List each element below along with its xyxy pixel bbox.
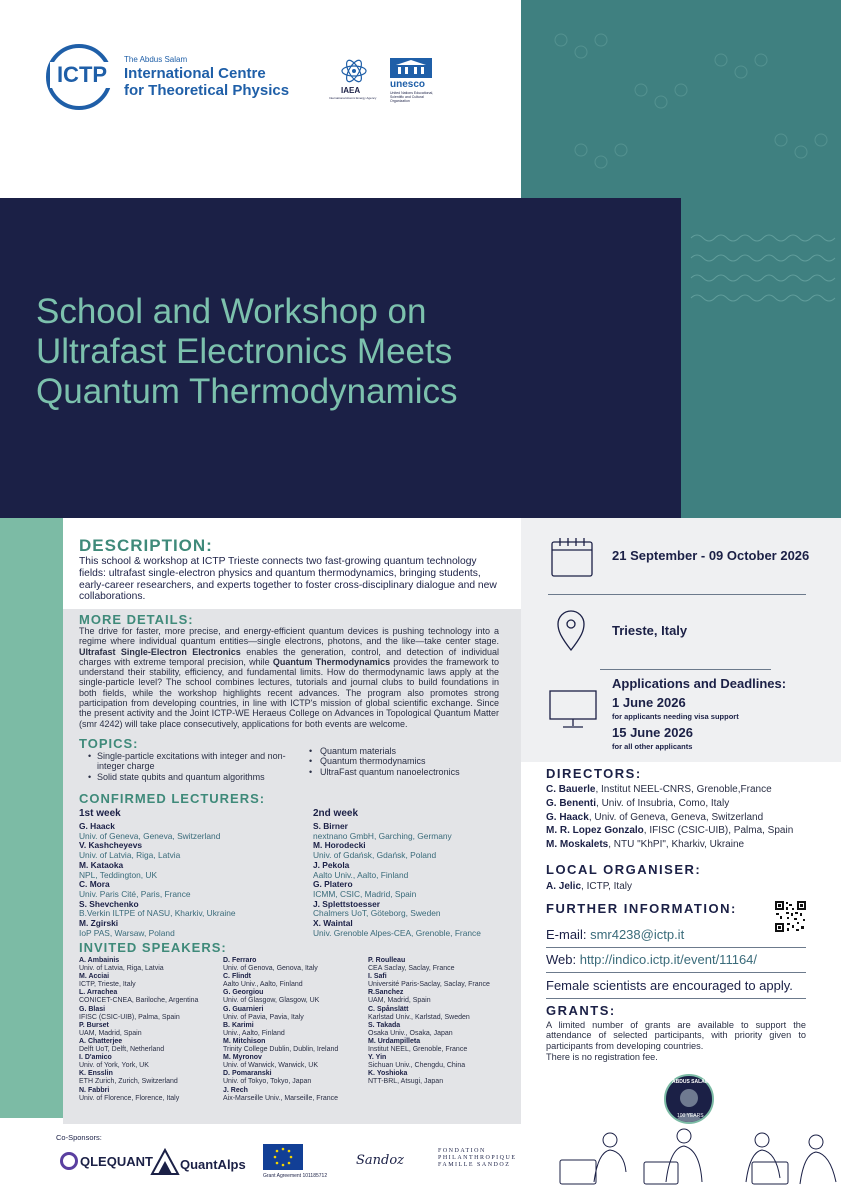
event-location: Trieste, Italy [612, 623, 688, 638]
person-name: P. Roulleau [368, 957, 406, 964]
person-name: M. Myronov [223, 1054, 262, 1062]
person-affiliation: Univ. of Glasgow, Glasgow, UK [223, 997, 320, 1005]
person-affiliation: Delft UoT, Delft, Netherland [79, 1046, 165, 1054]
person-name: L. Arrachea [79, 989, 118, 997]
logo-line-1: International Centre [124, 65, 266, 82]
director-affiliation: , IFISC (CSIC-UIB), Palma, Spain [643, 825, 794, 837]
calendar-icon [548, 537, 596, 579]
person-affiliation: Univ. of York, York, UK [79, 1062, 149, 1070]
registration-fee: There is no registration fee. [546, 1052, 658, 1062]
person-name: K. Ensslin [79, 1070, 113, 1078]
logo-small-text: The Abdus Salam [124, 55, 188, 64]
director-item [546, 811, 793, 825]
sandoz-line-2: PHILANTHROPIQUE [438, 1155, 517, 1161]
director-item [546, 824, 793, 838]
person-affiliation: Institut NEEL, Grenoble, France [368, 1046, 468, 1054]
person-affiliation: Univ. of Tokyo, Tokyo, Japan [223, 1078, 312, 1086]
left-accent-bar [0, 518, 63, 1118]
person-name: J. Rech [223, 1086, 248, 1094]
chain-pattern [681, 198, 841, 518]
directors-heading: DIRECTORS: [546, 766, 642, 781]
director-affiliation: , Institut NEEL-CNRS, Grenoble,France [595, 784, 772, 795]
banner-teal-panel [681, 198, 841, 518]
badge-bottom-text: 100 YEARS [677, 1113, 704, 1119]
person-affiliation: Univ. of Geneva, Geneva, Switzerland [79, 830, 221, 841]
person-name: M. Kataoka [79, 859, 124, 870]
director-item [546, 838, 793, 852]
person-name: C. Spånslätt [368, 1005, 409, 1013]
person-name: D. Pomaranski [223, 1070, 272, 1078]
qr-code[interactable] [775, 901, 806, 932]
description-heading: DESCRIPTION: [79, 536, 213, 555]
person-name: M. Urdampilleta [368, 1037, 421, 1045]
topics-list-left [88, 751, 288, 782]
iaea-sub: International Atomic Energy Agency [329, 96, 377, 100]
deadline-2-date: 15 June 2026 [612, 725, 693, 740]
person-affiliation: Univ. of Pavia, Pavia, Italy [223, 1013, 304, 1021]
week1-list [79, 822, 236, 938]
eu-flag-icon [263, 1144, 303, 1170]
person-affiliation: IFISC (CSIC-UIB), Palma, Spain [79, 1013, 180, 1021]
unesco-sub: United Nations Educational, Scientific and Cultural Organization [390, 91, 434, 103]
title-line-1: School and Workshop on [36, 292, 427, 331]
more-details-text: The drive for faster, more precise, and energy-efficient quantum devices is pushing technology into a regime where individual quantum entities—single electrons, photons, and the like—take center stage. Ultrafast Single-Electron Electronics enables the generation, control, and detection of individual charges with extreme temporal precision, while Quantum Thermodynamics provides the framework to understand their stability, efficiency, and fundamental limits. How do thermodynamic laws apply at the single-particle level? The school combines lectures, tutorials and journal clubs to build foundations in both fields, while the workshop highlights recent advances. The program also promotes strong participation from developing countries, in line with ICTP's mission of global scientific exchange. Since the present activity and the Joint ICTP-WE Heraeus College on Advances in Topological Quantum Matter (smr 4242) will take place consecutively, applications for both events are welcome. [79, 626, 500, 729]
person-name: S. Takada [368, 1021, 401, 1029]
divider [546, 947, 806, 948]
person-name: X. Waintal [313, 918, 353, 929]
person-name: M. Acciai [79, 973, 110, 981]
deadline-1-note: for applicants needing visa support [612, 712, 739, 721]
person-affiliation: Aalto Univ., Aalto, Finland [223, 981, 303, 989]
location-pin-icon [556, 610, 586, 652]
person-affiliation: Osaka Univ., Osaka, Japan [368, 1029, 453, 1037]
qr-code-icon [775, 901, 806, 932]
person-name: C. Flindt [223, 973, 251, 981]
person-name: S. Birner [313, 821, 348, 831]
person-name: V. Kashcheyevs [79, 840, 143, 851]
people-illustration [554, 1122, 841, 1188]
grants-text: A limited number of grants are available to support the attendance of selected participants, with priority given to participants from developing countries. [546, 1020, 806, 1051]
topic-item: • Quantum materials [309, 746, 397, 756]
sandoz-script: Sandoz [356, 1153, 405, 1168]
unesco-label: unesco [390, 79, 426, 90]
topics-list-right [309, 746, 509, 777]
web-line: Web: http://indico.ictp.it/event/11164/ [546, 952, 758, 967]
person-affiliation: ETH Zurich, Zurich, Switzerland [79, 1078, 178, 1086]
person-name: Y. Yin [368, 1054, 387, 1062]
director-name: G. Benenti [546, 797, 597, 809]
deadlines-heading: Applications and Deadlines: [612, 676, 787, 691]
person-affiliation: NPL, Teddington, UK [79, 869, 158, 880]
local-organiser-heading: LOCAL ORGANISER: [546, 862, 702, 877]
person-name: G. Blasi [79, 1005, 106, 1013]
iaea-label: IAEA [341, 86, 361, 95]
speakers-column-2 [223, 957, 338, 1103]
speakers-column-1 [79, 957, 198, 1103]
person-name: G. Guarnieri [223, 1005, 264, 1013]
person-name: K. Yoshioka [368, 1070, 408, 1078]
director-item [546, 783, 793, 797]
person-name: G. Haack [79, 821, 115, 831]
person-affiliation: Karlstad Univ., Karlstad, Sweden [368, 1013, 470, 1021]
person-affiliation: Univ. of Warwick, Warwick, UK [223, 1062, 319, 1070]
person-name: B. Karimi [223, 1021, 254, 1029]
person-name: M. Zgirski [79, 918, 119, 929]
person-affiliation: UAM, Madrid, Spain [368, 997, 431, 1005]
unesco-temple-icon [390, 58, 432, 78]
person-affiliation: Univ. of Gdańsk, Gdańsk, Poland [313, 850, 437, 861]
description-text: This school & workshop at ICTP Trieste connects two fast-growing quantum technology fields: ultrafast single-electron physics and quantum thermodynamics, bringing students, early-career researchers, and experts together to foster cross-disciplinary dialogue and new collaborations. [79, 556, 497, 603]
week2-label: 2nd week [313, 808, 359, 819]
divider [548, 594, 806, 595]
email-link[interactable]: smr4238@ictp.it [590, 927, 685, 942]
person-affiliation: Université Paris-Saclay, Saclay, France [368, 981, 490, 989]
speakers-heading: INVITED SPEAKERS: [79, 940, 227, 955]
person-affiliation: B.Verkin ILTPE of NASU, Kharkiv, Ukraine [79, 908, 236, 919]
person-affiliation: UAM, Madrid, Spain [79, 1029, 142, 1037]
sponsor-quantalps: QuantAlps [180, 1157, 246, 1172]
person-name: M. Horodecki [313, 840, 366, 851]
director-affiliation: , Univ. of Insubria, Como, Italy [596, 797, 730, 809]
sponsors-label: Co-Sponsors: [56, 1133, 102, 1142]
director-affiliation: , Univ. of Geneva, Geneva, Switzerland [588, 811, 764, 823]
person-affiliation: Univ. of Florence, Florence, Italy [79, 1094, 180, 1102]
person-name: G. Georgiou [223, 989, 264, 997]
directors-list [546, 783, 793, 852]
title-line-2: Ultrafast Electronics Meets [36, 332, 453, 371]
local-organiser: A. Jelic, ICTP, Italy [546, 881, 632, 892]
sandoz-line-1: FONDATION [438, 1148, 486, 1154]
sandoz-foundation [438, 1148, 517, 1169]
deadline-1-date: 1 June 2026 [612, 695, 686, 710]
person-affiliation: Sichuan Univ., Chengdu, China [368, 1062, 466, 1070]
person-affiliation: Univ., Aalto, Finland [223, 1029, 285, 1037]
topics-heading: TOPICS: [79, 736, 139, 751]
sandoz-line-3: FAMILLE SANDOZ [438, 1162, 511, 1168]
grant-agreement: Grant Agreement 101185712 [263, 1173, 328, 1179]
director-name: G. Haack [546, 811, 589, 823]
person-affiliation: Aalto Univ., Aalto, Finland [313, 869, 409, 880]
person-name: I. D'amico [79, 1054, 112, 1062]
week2-list [313, 822, 481, 938]
divider [546, 972, 806, 973]
person-name: G. Platero [313, 879, 353, 890]
person-affiliation: CONICET-CNEA, Bariloche, Argentina [79, 997, 199, 1005]
director-name: M. Moskalets [546, 839, 609, 851]
week1-label: 1st week [79, 808, 121, 819]
person-name: R.Sanchez [368, 989, 404, 997]
event-dates: 21 September - 09 October 2026 [612, 548, 810, 563]
person-affiliation: Univ. of Latvia, Riga, Latvia [79, 965, 164, 973]
person-affiliation: Trinity College Dublin, Dublin, Ireland [223, 1046, 339, 1054]
divider [600, 669, 771, 670]
person-name: P. Burset [79, 1021, 109, 1029]
person-name: J. Splettstoesser [313, 898, 381, 909]
person-name: C. Mora [79, 879, 110, 890]
lecturers-heading: CONFIRMED LECTURERS: [79, 791, 266, 806]
person-affiliation: Univ. of Latvia, Riga, Latvia [79, 850, 181, 861]
female-notice: Female scientists are encouraged to apply. [546, 978, 793, 993]
person-affiliation: Univ. Grenoble Alpes-CEA, Grenoble, France [313, 927, 481, 938]
person-affiliation: ICMM, CSIC, Madrid, Spain [313, 888, 417, 899]
director-name: M. R. Lopez Gonzalo [546, 825, 644, 837]
monitor-icon [548, 689, 598, 729]
person-affiliation: NTT-BRL, Atsugi, Japan [368, 1078, 444, 1086]
quantalps-mountain-icon [150, 1147, 180, 1175]
person-name: M. Mitchison [223, 1037, 266, 1045]
person-affiliation: CEA Saclay, Saclay, France [368, 965, 455, 973]
director-name: C. Bauerle [546, 784, 596, 795]
sponsor-qlequant: QLEQUANT [80, 1154, 153, 1169]
topic-item: • Solid state qubits and quantum algorithms [88, 771, 265, 782]
person-affiliation: Chalmers UoT, Göteborg, Sweden [313, 908, 441, 919]
person-name: A. Ambainis [79, 957, 120, 964]
person-affiliation: nextnano GmbH, Garching, Germany [313, 830, 452, 841]
header-teal-panel [521, 0, 841, 200]
logo-line-2: for Theoretical Physics [124, 82, 290, 99]
iaea-icon [340, 58, 368, 84]
molecule-pattern [521, 0, 841, 200]
person-affiliation: IoP PAS, Warsaw, Poland [79, 927, 175, 938]
deadline-2-note: for all other applicants [612, 742, 693, 751]
person-affiliation: Univ. Paris Cité, Paris, France [79, 888, 191, 899]
person-name: N. Fabbri [79, 1086, 110, 1094]
topic-item: • Quantum thermodynamics [309, 756, 426, 767]
grants-heading: GRANTS: [546, 1003, 616, 1018]
topic-item: • Single-particle excitations with integer and non-integer charge [88, 751, 286, 772]
divider [546, 998, 806, 999]
more-details-heading: MORE DETAILS: [79, 612, 194, 627]
person-affiliation: Aix-Marseille Univ., Marseille, France [223, 1094, 339, 1102]
ictp-logo-mark: ICTP [50, 62, 114, 88]
topic-item: • UltraFast quantum nanoelectronics [309, 766, 460, 777]
person-affiliation: Univ. of Genova, Genova, Italy [223, 965, 318, 973]
director-item [546, 797, 793, 811]
further-info-heading: FURTHER INFORMATION: [546, 901, 737, 916]
web-link[interactable]: http://indico.ictp.it/event/11164/ [579, 952, 758, 967]
person-name: D. Ferraro [223, 957, 257, 964]
title-line-3: Quantum Thermodynamics [36, 372, 458, 411]
qlequant-logo-icon [60, 1152, 78, 1170]
person-name: S. Shevchenko [79, 898, 139, 909]
speakers-column-3 [368, 957, 490, 1087]
person-affiliation: ICTP, Trieste, Italy [79, 981, 136, 989]
director-affiliation: , NTU "KhPI", Kharkiv, Ukraine [608, 839, 745, 851]
badge-top-text: ABDUS SALAM [672, 1079, 709, 1085]
email-line: E-mail: smr4238@ictp.it [546, 927, 685, 942]
person-name: I. Safi [368, 973, 387, 981]
person-name: A. Chatterjee [79, 1037, 123, 1045]
person-name: J. Pekola [313, 859, 350, 870]
